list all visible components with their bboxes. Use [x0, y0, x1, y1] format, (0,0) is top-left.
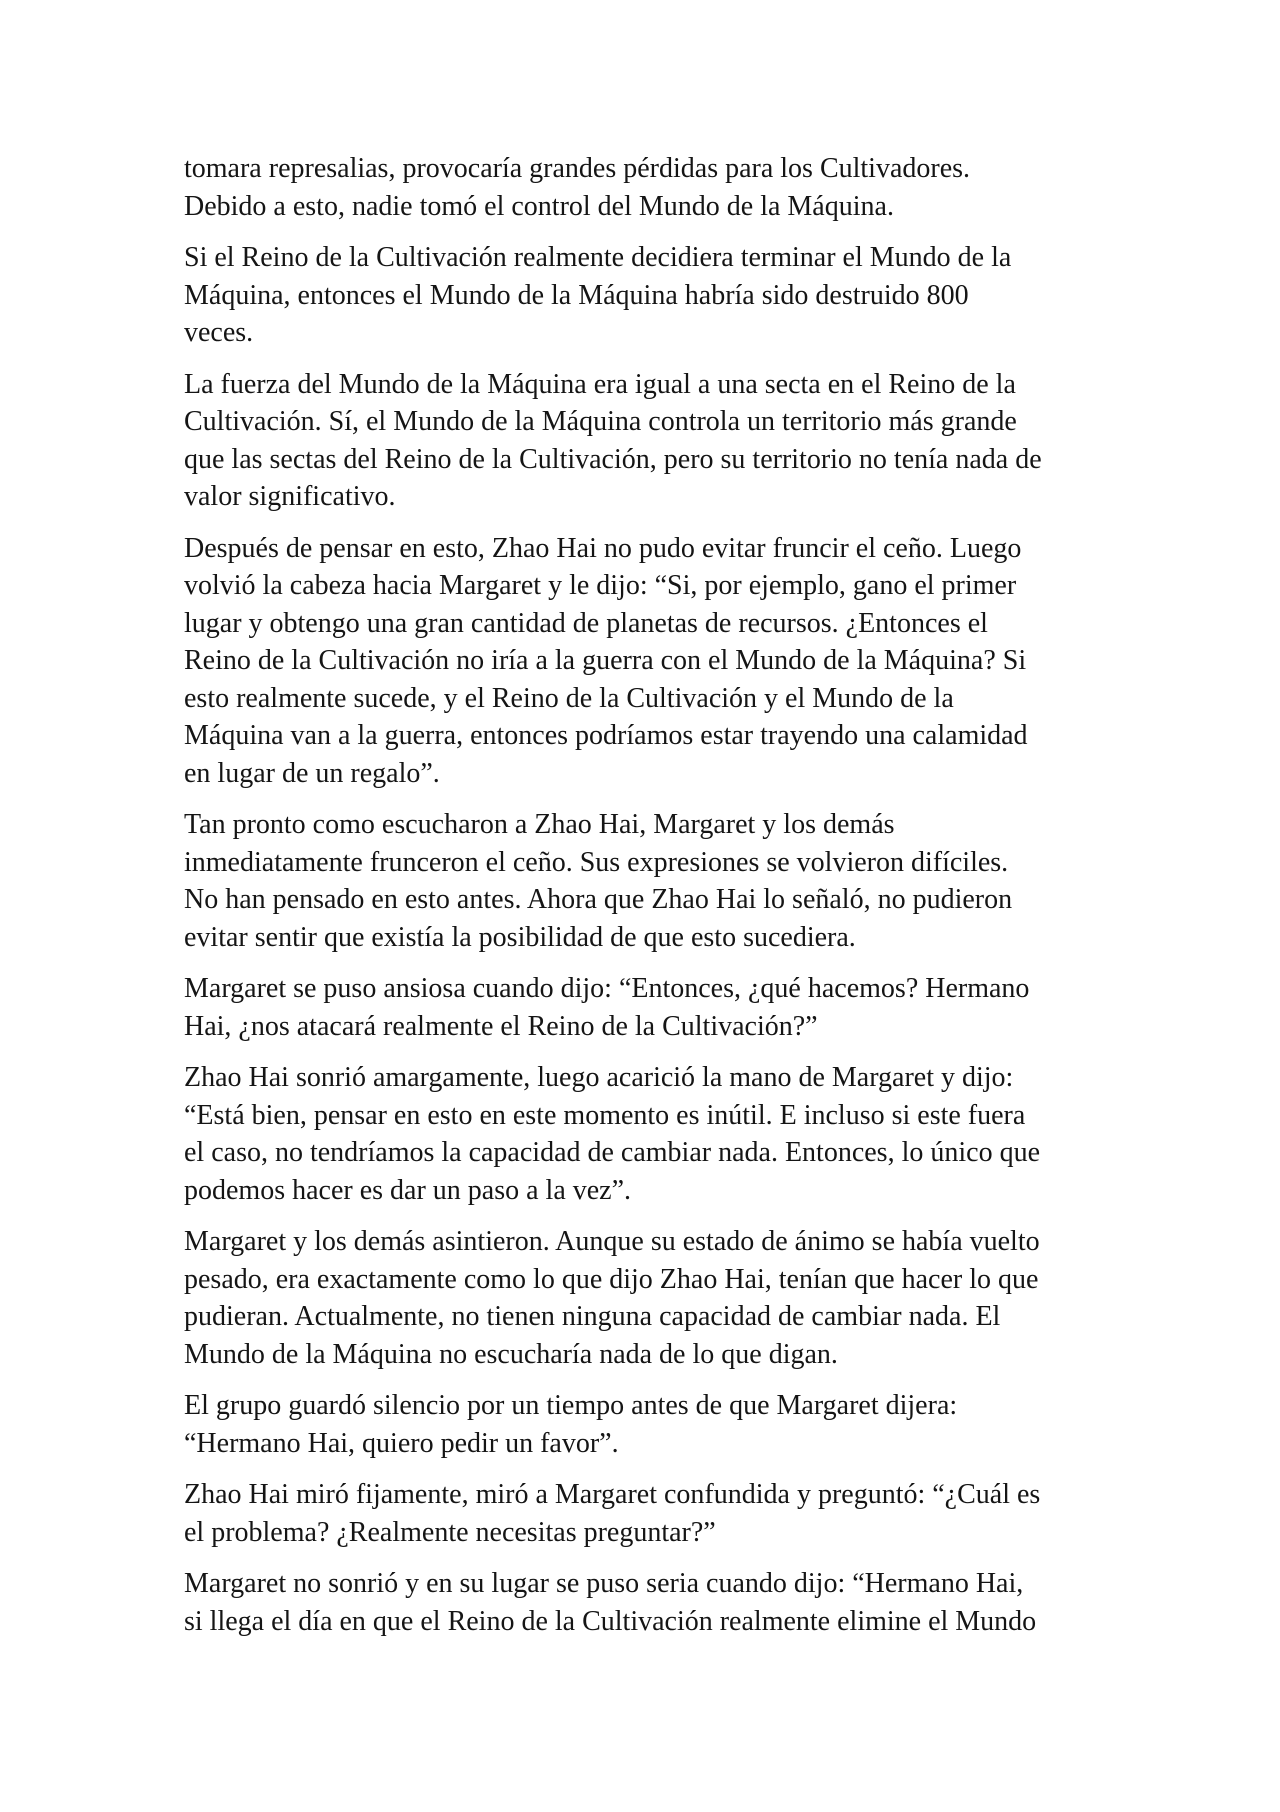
text-line: tomara represalias, provocaría grandes pérdidas para los Cultivadores.: [184, 153, 971, 184]
text-line: Tan pronto como escucharon a Zhao Hai, Margaret y los demás: [184, 809, 895, 840]
text-line: lugar y obtengo una gran cantidad de planetas de recursos. ¿Entonces el: [184, 607, 988, 639]
text-line: Reino de la Cultivación no iría a la guerra con el Mundo de la Máquina? Si: [184, 645, 1027, 676]
body-text: [184, 150, 1104, 1654]
text-line: valor significativo.: [184, 481, 396, 512]
paragraph: [184, 1059, 1104, 1209]
paragraph: [184, 366, 1104, 516]
paragraph: [184, 239, 1104, 352]
text-line: “Está bien, pensar en esto en este momento es inútil. E incluso si este fuera: [184, 1099, 1026, 1131]
text-line: podemos hacer es dar un paso a la vez”.: [184, 1174, 632, 1206]
paragraph: [184, 1476, 1104, 1551]
text-line: pudieran. Actualmente, no tienen ninguna capacidad de cambiar nada. El: [184, 1301, 1001, 1332]
text-line: Después de pensar en esto, Zhao Hai no pudo evitar fruncir el ceño. Luego: [184, 532, 1022, 564]
text-line: Margaret se puso ansiosa cuando dijo: “Entonces, ¿qué hacemos? Hermano: [184, 973, 1030, 1004]
text-line: Mundo de la Máquina no escucharía nada de lo que digan.: [184, 1338, 838, 1370]
text-line: el caso, no tendríamos la capacidad de cambiar nada. Entonces, lo único que: [184, 1137, 1040, 1168]
text-line: en lugar de un regalo”.: [184, 757, 440, 789]
text-line: Cultivación. Sí, el Mundo de la Máquina controla un territorio más grande: [184, 406, 1017, 437]
text-line: La fuerza del Mundo de la Máquina era igual a una secta en el Reino de la: [184, 368, 1016, 400]
text-line: Zhao Hai miró fijamente, miró a Margaret confundida y preguntó: “¿Cuál es: [184, 1479, 1041, 1510]
paragraph: [184, 970, 1104, 1045]
paragraph: [184, 530, 1104, 793]
text-line: Margaret y los demás asintieron. Aunque su estado de ánimo se había vuelto: [184, 1226, 1040, 1257]
text-line: No han pensado en esto antes. Ahora que Zhao Hai lo señaló, no pudieron: [184, 884, 1013, 915]
text-line: “Hermano Hai, quiero pedir un favor”.: [184, 1427, 619, 1459]
text-line: Máquina van a la guerra, entonces podríamos estar trayendo una calamidad: [184, 720, 1028, 751]
text-line: Máquina, entonces el Mundo de la Máquina habría sido destruido 800: [184, 279, 969, 311]
text-line: el problema? ¿Realmente necesitas preguntar?”: [184, 1516, 716, 1548]
text-line: inmediatamente frunceron el ceño. Sus expresiones se volvieron difíciles.: [184, 846, 1009, 878]
text-line: Si el Reino de la Cultivación realmente decidiera terminar el Mundo de la: [184, 242, 1012, 273]
text-line: Hai, ¿nos atacará realmente el Reino de la Cultivación?”: [184, 1010, 818, 1042]
text-line: Zhao Hai sonrió amargamente, luego acarició la mano de Margaret y dijo:: [184, 1062, 1014, 1093]
text-line: volvió la cabeza hacia Margaret y le dijo: “Si, por ejemplo, gano el primer: [184, 570, 1017, 601]
text-line: si llega el día en que el Reino de la Cultivación realmente elimine el Mundo: [184, 1605, 1037, 1637]
paragraph: [184, 1565, 1104, 1640]
text-line: Debido a esto, nadie tomó el control del Mundo de la Máquina.: [184, 190, 894, 222]
text-line: El grupo guardó silencio por un tiempo antes de que Margaret dijera:: [184, 1390, 958, 1421]
text-line: esto realmente sucede, y el Reino de la Cultivación y el Mundo de la: [184, 682, 954, 714]
text-line: Margaret no sonrió y en su lugar se puso seria cuando dijo: “Hermano Hai,: [184, 1568, 1024, 1599]
paragraph: [184, 806, 1104, 956]
paragraph: [184, 1223, 1104, 1373]
text-line: evitar sentir que existía la posibilidad de que esto sucediera.: [184, 921, 856, 953]
text-line: pesado, era exactamente como lo que dijo Zhao Hai, tenían que hacer lo que: [184, 1263, 1039, 1295]
paragraph: [184, 150, 1104, 225]
paragraph: [184, 1387, 1104, 1462]
text-line: veces.: [184, 317, 254, 348]
text-line: que las sectas del Reino de la Cultivación, pero su territorio no tenía nada de: [184, 443, 1042, 475]
